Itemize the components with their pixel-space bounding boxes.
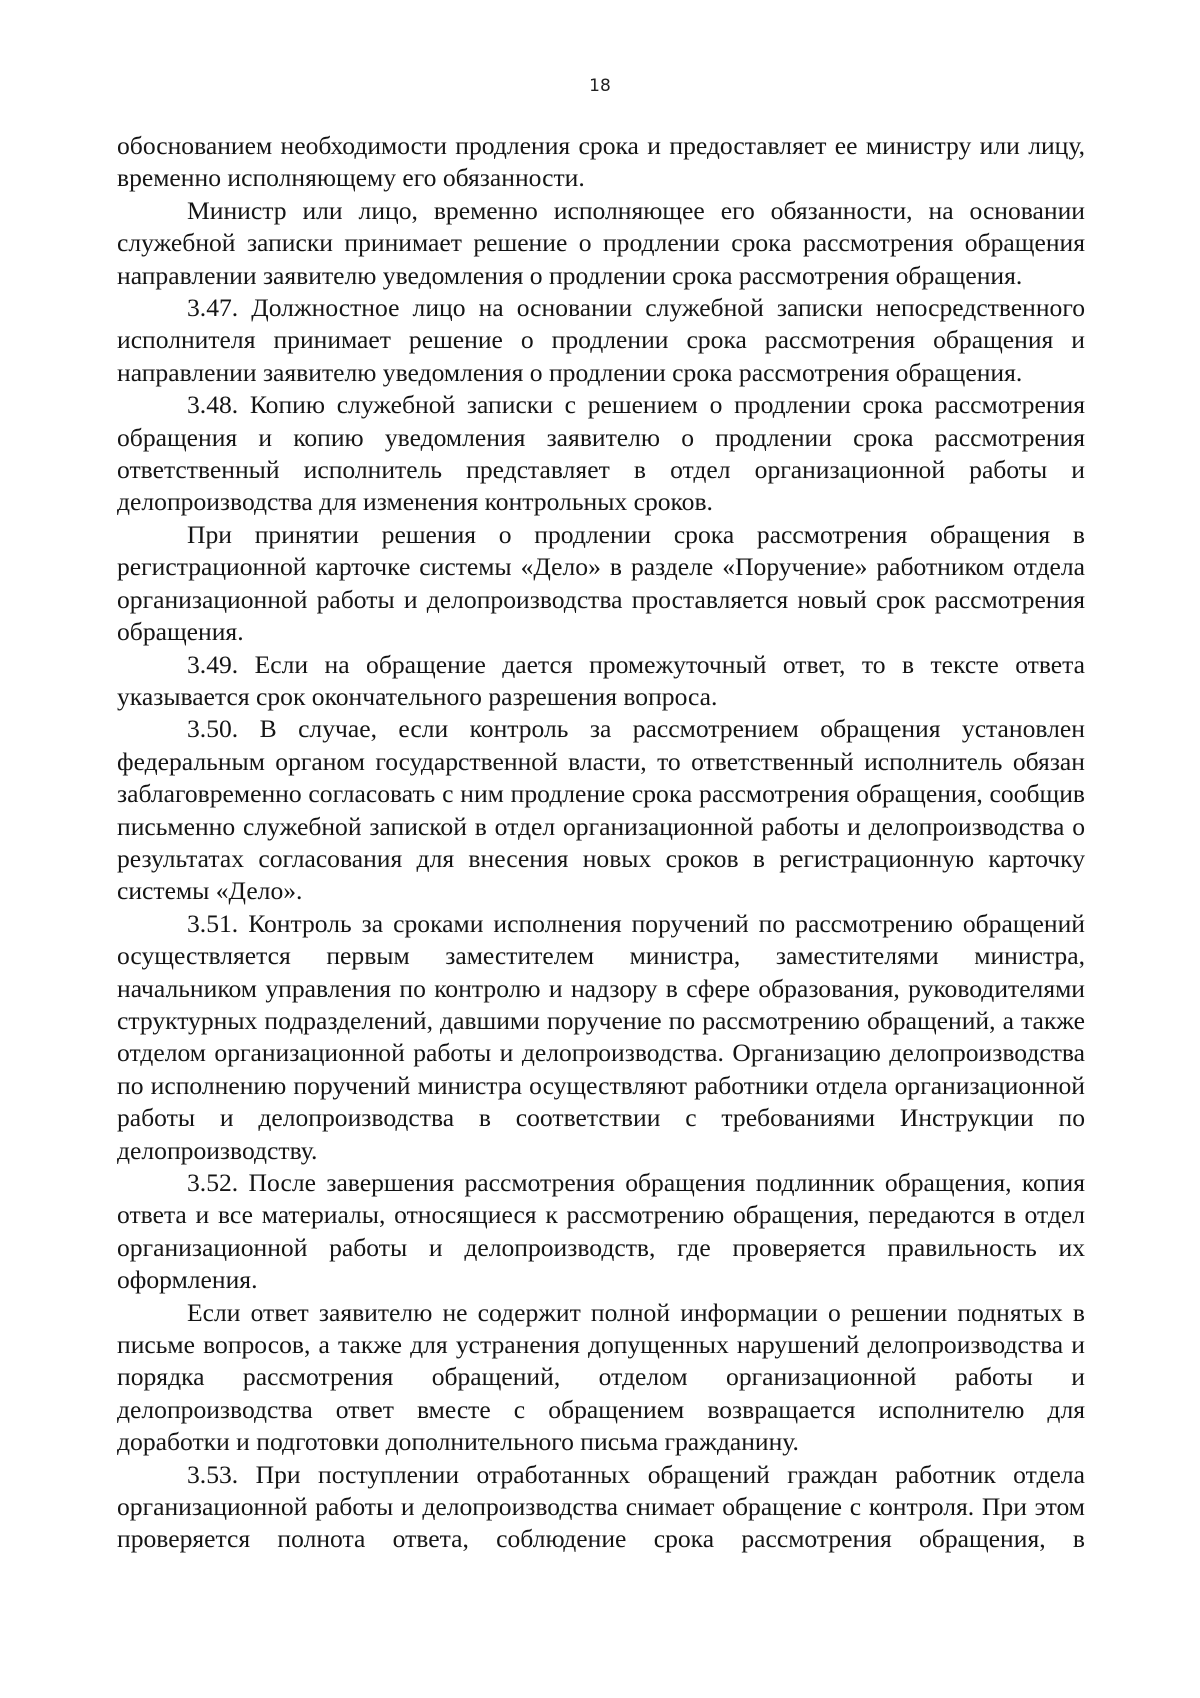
paragraph-3-50: 3.50. В случае, если контроль за рассмотрением обращения установлен федеральным органом государственной власти, то ответственный исполнитель обязан заблаговременно согласовать с ним продление срока рассмотрения обращения, сообщив письменно служебной запиской в отдел организационной работы и делопроизводства о результатах согласования для внесения новых сроков в регистрационную карточку системы «Дело». [117,714,1085,906]
paragraph-3-52: 3.52. После завершения рассмотрения обращения подлинник обращения, копия ответа и все материалы, относящиеся к рассмотрению обращения, передаются в отдел организационной работы и делопроизводств, где проверяется правильность их оформления. [117,1168,1085,1295]
paragraph-minister-decision: Министр или лицо, временно исполняющее его обязанности, на основании служебной записки принимает решение о продлении срока рассмотрения обращения направлении заявителю уведомления о продлении срока рассмотрения обращения. [117,195,1085,290]
document-body [117,130,1085,1556]
paragraph-continuation: обоснованием необходимости продления срока и предоставляет ее министру или лицу, временно исполняющему его обязанности. [117,131,1085,193]
paragraph-3-48: 3.48. Копию служебной записки с решением о продлении срока рассмотрения обращения и копию уведомления заявителю о продлении срока рассмотрения ответственный исполнитель представляет в отдел организационной работы и делопроизводства для изменения контрольных сроков. [117,390,1085,517]
paragraph-3-47: 3.47. Должностное лицо на основании служебной записки непосредственного исполнителя принимает решение о продлении срока рассмотрения обращения и направлении заявителю уведомления о продлении срока рассмотрения обращения. [117,293,1085,387]
paragraph-3-53: 3.53. При поступлении отработанных обращений граждан работник отдела организационной работы и делопроизводства снимает обращение с контроля. При этом проверяется полнота ответа, соблюдение срока рассмотрения обращения, в [117,1459,1085,1554]
paragraph-new-deadline: При принятии решения о продлении срока рассмотрения обращения в регистрационной карточке системы «Дело» в разделе «Поручение» работником отдела организационной работы и делопроизводства проставляется новый срок рассмотрения обращения. [117,519,1085,647]
paragraph-3-49: 3.49. Если на обращение дается промежуточный ответ, то в тексте ответа указывается срок окончательного разрешения вопроса. [117,649,1085,711]
paragraph-3-51: 3.51. Контроль за сроками исполнения поручений по рассмотрению обращений осуществляется первым заместителем министра, заместителями министра, начальником управления по контролю и надзору в сфере образования, руководителями структурных подразделений, давшими поручение по рассмотрению обращений, а также отделом организационной работы и делопроизводства. Организацию делопроизводства по исполнению поручений министра осуществляют работники отдела организационной работы и делопроизводства в соответствии с требованиями Инструкции по делопроизводству. [117,908,1085,1165]
page-number: 18 [589,76,611,96]
paragraph-incomplete-answer: Если ответ заявителю не содержит полной информации о решении поднятых в письме вопросов, а также для устранения допущенных нарушений делопроизводства и порядка рассмотрения обращений, отделом организационной работы и делопроизводства ответ вместе с обращением возвращается исполнителю для доработки и подготовки дополнительного письма гражданину. [117,1297,1085,1457]
